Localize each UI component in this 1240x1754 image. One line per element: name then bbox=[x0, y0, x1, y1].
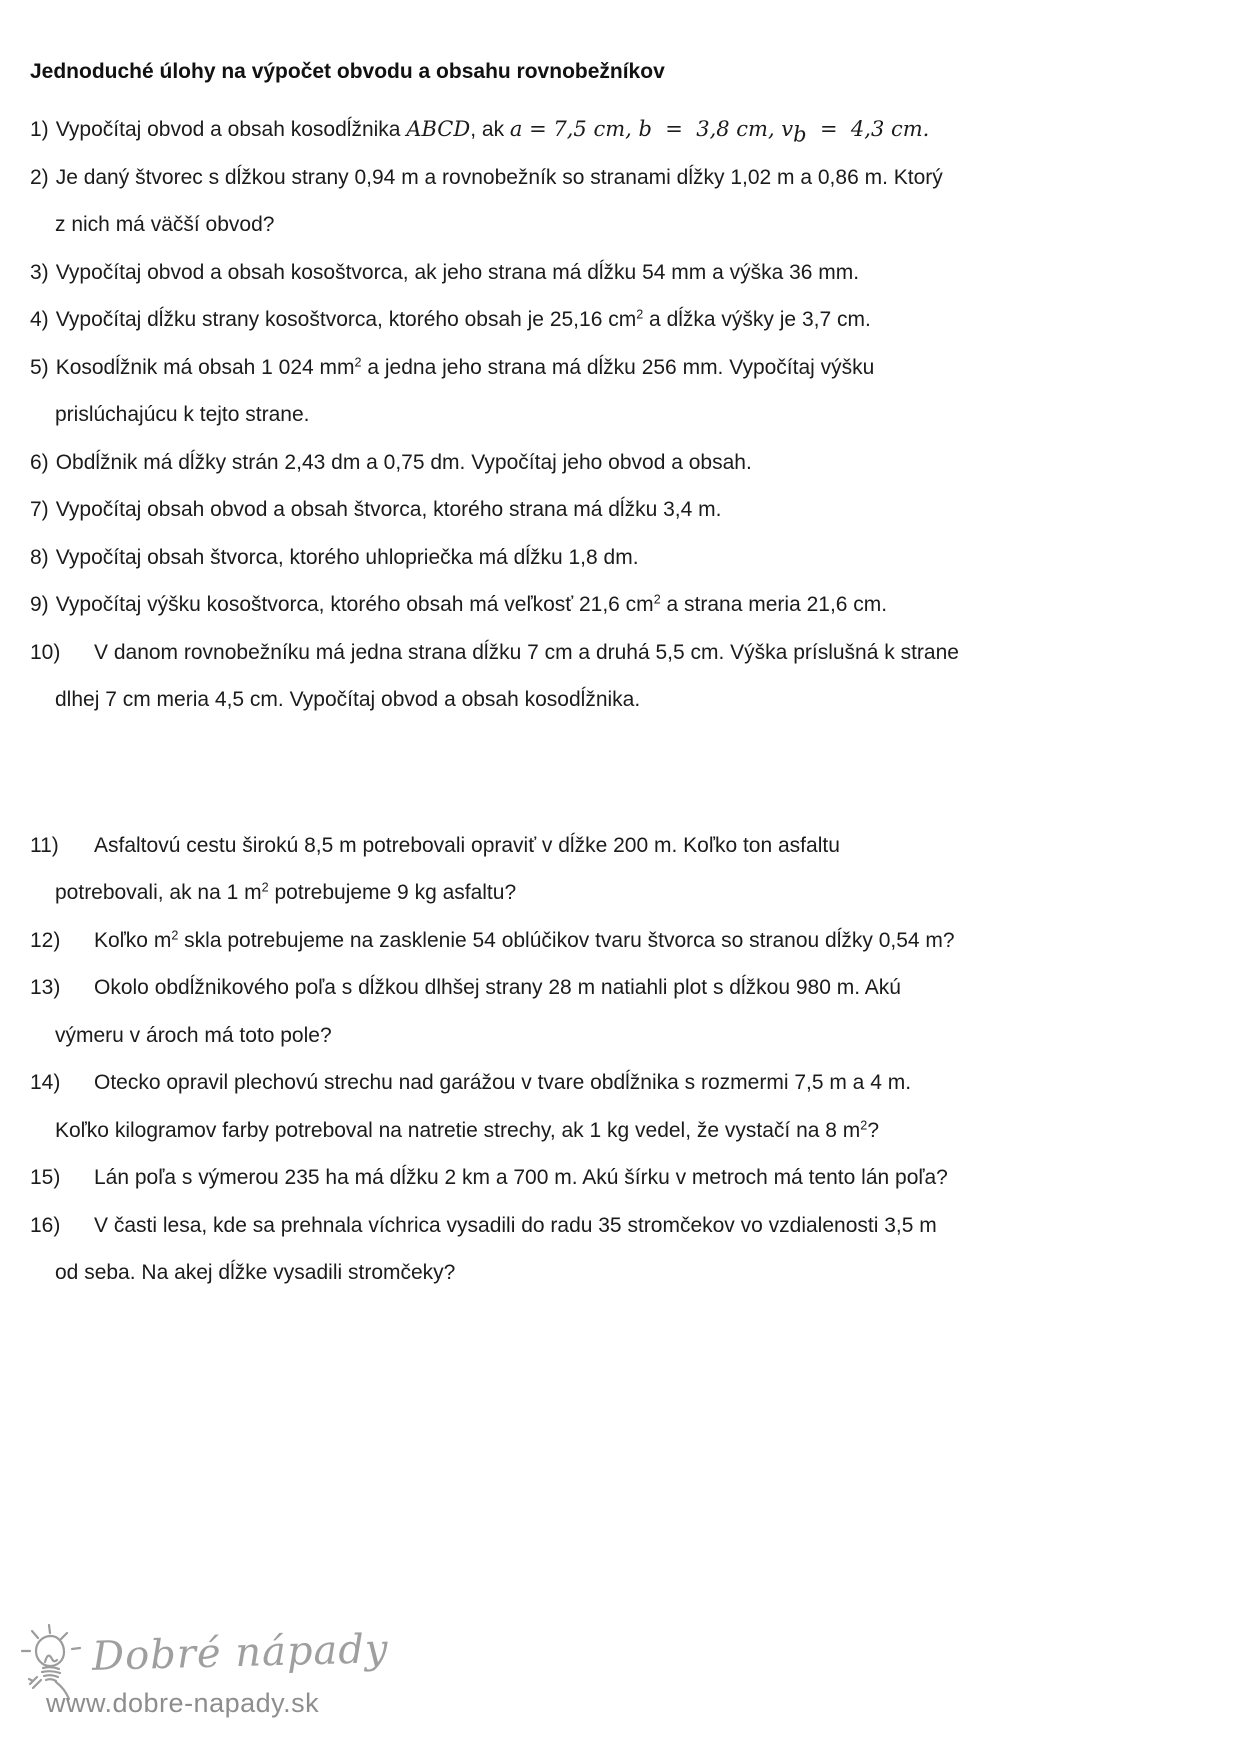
problem-item bbox=[30, 1154, 1098, 1202]
problem-item bbox=[30, 1059, 1098, 1154]
problem-number: 1) bbox=[30, 118, 49, 141]
problem-item bbox=[30, 1202, 1098, 1297]
logo-text: Dobré nápady bbox=[91, 1626, 390, 1680]
problem-text: V časti lesa, kde sa prehnala víchrica vysadili do radu 35 stromčekov vo vzdialenosti 3,5 m od seba. Na akej dĺžke vysadili stromčeky? bbox=[55, 1213, 937, 1284]
logo-url: www.dobre-napady.sk bbox=[46, 1688, 320, 1718]
problem-text: Kosodĺžnik má obsah 1 024 $mm^2$ a jedna jeho strana má dĺžku 256 mm. Vypočítaj výšku prislúchajúcu k tejto strane. bbox=[55, 354, 875, 426]
problem-number: 4) bbox=[30, 308, 49, 331]
problem-number: 16) bbox=[30, 1213, 61, 1237]
problem-item bbox=[30, 964, 1098, 1059]
problem-item bbox=[30, 629, 1098, 724]
problem-item bbox=[30, 917, 1098, 965]
problems-list bbox=[30, 106, 1098, 1297]
problem-text: V danom rovnobežníku má jedna strana dĺžku 7 cm a druhá 5,5 cm. Výška príslušná k strane dlhej 7 cm meria 4,5 cm. Vypočítaj obvod a obsah kosodĺžnika. bbox=[55, 640, 959, 711]
problem-text: Lán poľa s výmerou 235 ha má dĺžku 2 km a 700 m. Akú šírku v metroch má tento lán poľa? bbox=[94, 1166, 948, 1189]
problem-text: Vypočítaj obsah štvorca, ktorého uhlopriečka má dĺžku 1,8 dm. bbox=[55, 545, 639, 569]
problem-item bbox=[30, 249, 1098, 297]
problem-item bbox=[30, 106, 1098, 154]
problem-text: Vypočítaj obvod a obsah kosoštvorca, ak jeho strana má dĺžku 54 mm a výška 36 mm. bbox=[55, 260, 860, 284]
problem-number: 9) bbox=[30, 593, 49, 616]
problem-number: 11) bbox=[30, 833, 59, 857]
problem-number: 14) bbox=[30, 1071, 61, 1094]
problem-text: Koľko $m^2$ skla potrebujeme na zasklenie 54 oblúčikov tvaru štvorca so stranou dĺžky 0,54 m? bbox=[94, 927, 955, 952]
page-title: Jednoduché úlohy na výpočet obvodu a obsahu rovnobežníkov bbox=[30, 60, 665, 83]
problem-item bbox=[30, 581, 1098, 629]
problem-item bbox=[30, 486, 1098, 534]
problem-text: Otecko opravil plechovú strechu nad garážou v tvare obdĺžnika s rozmermi 7,5 m a 4 m. Koľko kilogramov farby potreboval na natretie strechy, ak 1 kg vedel, že vystačí na 8 $m^2$? bbox=[55, 1071, 912, 1142]
problem-number: 8) bbox=[30, 545, 49, 569]
problem-number: 7) bbox=[30, 498, 49, 521]
problem-number: 15) bbox=[30, 1166, 61, 1189]
problem-number: 10) bbox=[30, 640, 61, 664]
problem-text: Vypočítaj obvod a obsah kosodĺžnika ABCD, ak a = 7,5 cm, b = 3,8 cm, $v_b = 4,3$ cm. bbox=[55, 117, 930, 147]
problem-item bbox=[30, 344, 1098, 439]
problem-number: 2) bbox=[30, 165, 49, 189]
problem-number: 13) bbox=[30, 976, 61, 999]
problem-text: Vypočítaj dĺžku strany kosoštvorca, ktorého obsah je 25,16 $cm^2$ a dĺžka výšky je 3,7 cm. bbox=[55, 307, 871, 331]
worksheet-content bbox=[30, 58, 1098, 1297]
problem-item bbox=[30, 439, 1098, 487]
problem-number: 12) bbox=[30, 928, 61, 952]
problem-item bbox=[30, 296, 1098, 344]
problem-text: Je daný štvorec s dĺžkou strany 0,94 m a rovnobežník so stranami dĺžky 1,02 m a 0,86 m. Ktorý z nich má väčší obvod? bbox=[55, 165, 943, 236]
problem-text: Okolo obdĺžnikového poľa s dĺžkou dlhšej strany 28 m natiahli plot s dĺžkou 980 m. Akú výmeru v ároch má toto pole? bbox=[55, 976, 901, 1047]
problem-number: 6) bbox=[30, 450, 49, 474]
problem-item bbox=[30, 154, 1098, 249]
problem-item bbox=[30, 534, 1098, 582]
site-logo bbox=[20, 1622, 390, 1732]
problem-text: Vypočítaj výšku kosoštvorca, ktorého obsah má veľkosť 21,6 $cm^2$ a strana meria 21,6 cm. bbox=[55, 592, 888, 616]
problem-item bbox=[30, 822, 1098, 917]
problem-number: 3) bbox=[30, 260, 49, 284]
problem-number: 5) bbox=[30, 355, 49, 379]
problem-text: Obdĺžnik má dĺžky strán 2,43 dm a 0,75 dm. Vypočítaj jeho obvod a obsah. bbox=[55, 450, 752, 474]
problem-text: Vypočítaj obsah obvod a obsah štvorca, ktorého strana má dĺžku 3,4 m. bbox=[55, 498, 722, 521]
problem-text: Asfaltovú cestu širokú 8,5 m potrebovali opraviť v dĺžke 200 m. Koľko ton asfaltu potrebovali, ak na 1 $m^2$ potrebujeme 9 kg asfaltu? bbox=[55, 833, 840, 904]
